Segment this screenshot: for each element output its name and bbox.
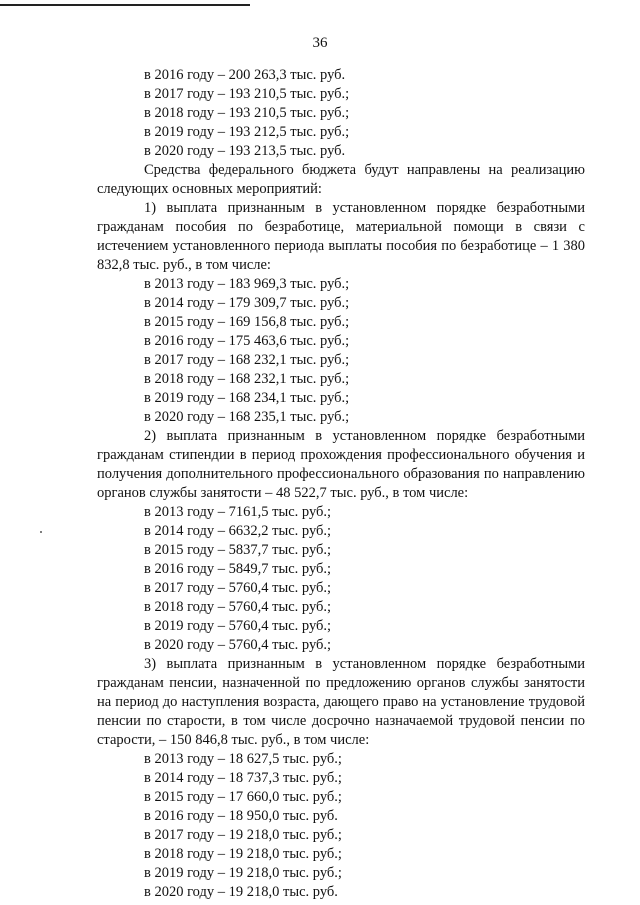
section-2-paragraph: 2) выплата признанным в установленном порядке безработными гражданам стипендии в период прохождения профессионального обучения и получения дополнительного профессионального образования по направлению органов службы занятости – 48 522,7 тыс. руб., в том числе:: [97, 428, 585, 501]
list-item: в 2013 году – 183 969,3 тыс. руб.;: [144, 276, 350, 292]
list-item: в 2019 году – 168 234,1 тыс. руб.;: [144, 390, 350, 406]
list-item: в 2017 году – 19 218,0 тыс. руб.;: [144, 827, 342, 843]
list-item: в 2017 году – 5760,4 тыс. руб.;: [144, 580, 332, 596]
list-item: в 2019 году – 5760,4 тыс. руб.;: [144, 618, 332, 634]
list-item: в 2018 году – 5760,4 тыс. руб.;: [144, 599, 332, 615]
section-1-paragraph: 1) выплата признанным в установленном порядке безработными гражданам пособия по безработице, материальной помощи в связи с истечением установленного периода выплаты пособия по безработице – 1 380 832,8 тыс. руб., в том числе:: [97, 200, 585, 273]
list-item: в 2013 году – 18 627,5 тыс. руб.;: [144, 751, 342, 767]
list-item: в 2014 году – 179 309,7 тыс. руб.;: [144, 295, 350, 311]
list-item: в 2018 году – 193 210,5 тыс. руб.;: [144, 105, 350, 121]
scan-speck: [40, 531, 42, 533]
list-item: в 2015 году – 17 660,0 тыс. руб.;: [144, 789, 342, 805]
list-item: в 2020 году – 19 218,0 тыс. руб.: [144, 884, 338, 900]
page-number: 36: [312, 35, 328, 51]
list-item: в 2018 году – 168 232,1 тыс. руб.;: [144, 371, 350, 387]
top-edge-mark: [0, 4, 250, 6]
list-item: в 2016 году – 175 463,6 тыс. руб.;: [144, 333, 350, 349]
list-item: в 2013 году – 7161,5 тыс. руб.;: [144, 504, 332, 520]
section-1-amount-list: [97, 275, 585, 427]
document-body: [97, 66, 585, 902]
list-item: в 2019 году – 19 218,0 тыс. руб.;: [144, 865, 342, 881]
top-amount-list: [97, 66, 585, 161]
list-item: в 2014 году – 6632,2 тыс. руб.;: [144, 523, 332, 539]
list-item: в 2015 году – 169 156,8 тыс. руб.;: [144, 314, 350, 330]
list-item: в 2016 году – 5849,7 тыс. руб.;: [144, 561, 332, 577]
list-item: в 2017 году – 168 232,1 тыс. руб.;: [144, 352, 350, 368]
list-item: в 2016 году – 18 950,0 тыс. руб.: [144, 808, 338, 824]
list-item: в 2020 году – 193 213,5 тыс. руб.: [144, 143, 346, 159]
list-item: в 2020 году – 168 235,1 тыс. руб.;: [144, 409, 350, 425]
list-item: в 2018 году – 19 218,0 тыс. руб.;: [144, 846, 342, 862]
list-item: в 2017 году – 193 210,5 тыс. руб.;: [144, 86, 350, 102]
list-item: в 2015 году – 5837,7 тыс. руб.;: [144, 542, 332, 558]
list-item: в 2016 году – 200 263,3 тыс. руб.: [144, 67, 346, 83]
list-item: в 2019 году – 193 212,5 тыс. руб.;: [144, 124, 350, 140]
intro-paragraph: Средства федерального бюджета будут направлены на реализацию следующих основных мероприятий:: [97, 162, 585, 197]
section-3-amount-list: [97, 750, 585, 902]
list-item: в 2020 году – 5760,4 тыс. руб.;: [144, 637, 332, 653]
section-3-paragraph: 3) выплата признанным в установленном порядке безработными гражданам пенсии, назначенной по предложению органов службы занятости на период до наступления возраста, дающего право на установление трудовой пенсии по старости, в том числе досрочно назначаемой трудовой пенсии по старости, – 150 846,8 тыс. руб., в том числе:: [97, 656, 585, 748]
list-item: в 2014 году – 18 737,3 тыс. руб.;: [144, 770, 342, 786]
section-2-amount-list: [97, 503, 585, 655]
